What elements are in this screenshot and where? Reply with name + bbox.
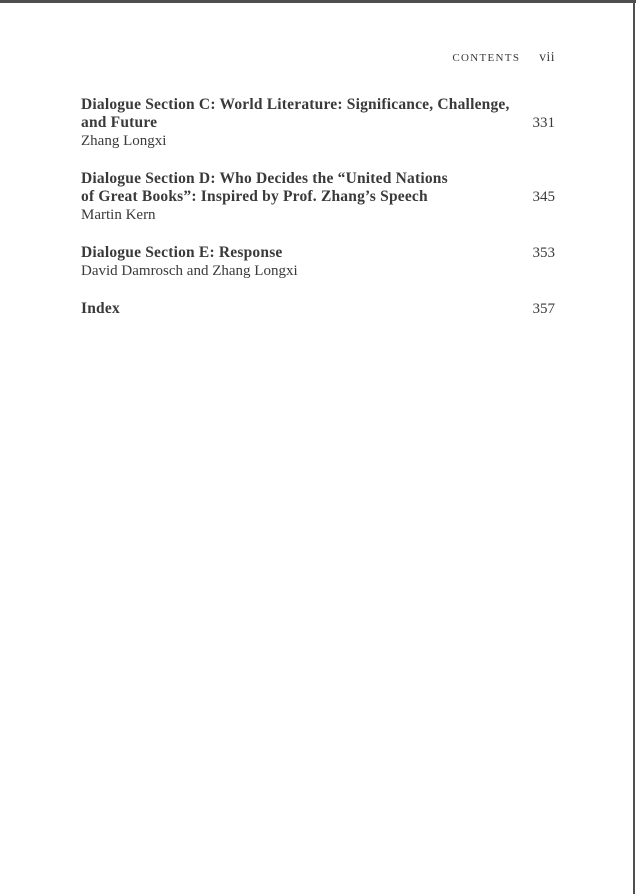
- toc-entry-section-d: [81, 170, 555, 224]
- toc-entry-author: Martin Kern: [81, 207, 156, 223]
- toc-entry-page-number: 331: [532, 115, 555, 131]
- toc-entry-title-line: Dialogue Section C: World Literature: Significance, Challenge,: [81, 96, 510, 113]
- scan-edge-right-line: [633, 0, 635, 894]
- toc-entry-title-line: Dialogue Section D: Who Decides the “United Nations: [81, 170, 448, 187]
- page-number-roman: vii: [539, 49, 555, 64]
- toc-entry-author: Zhang Longxi: [81, 133, 167, 149]
- toc-entry-title: [81, 244, 283, 262]
- running-head-title: CONTENTS: [452, 52, 521, 64]
- toc-entry-index: [81, 300, 555, 318]
- toc-entry-title: [81, 170, 448, 206]
- toc-entry-title-line: and Future: [81, 114, 158, 131]
- toc-entry-section-e: [81, 244, 555, 280]
- toc-entry-title-row: [81, 96, 555, 132]
- toc-entry-title-row: [81, 300, 555, 318]
- toc-content: [81, 0, 555, 318]
- toc-entry-title: [81, 96, 510, 132]
- toc-entry-title-line: of Great Books”: Inspired by Prof. Zhang’s Speech: [81, 188, 428, 205]
- toc-entry-page-number: 345: [532, 189, 555, 205]
- toc-entry-title-line: Dialogue Section E: Response: [81, 244, 283, 261]
- toc-entry-title-line: Index: [81, 300, 120, 317]
- toc-entry-title-row: [81, 244, 555, 262]
- running-head: [81, 50, 555, 65]
- toc-entry-title: [81, 300, 120, 318]
- toc-entry-section-c: [81, 96, 555, 150]
- toc-entry-author: David Damrosch and Zhang Longxi: [81, 263, 298, 279]
- toc-entry-page-number: 353: [532, 245, 555, 261]
- toc-entry-title-row: [81, 170, 555, 206]
- toc-entry-page-number: 357: [532, 301, 555, 317]
